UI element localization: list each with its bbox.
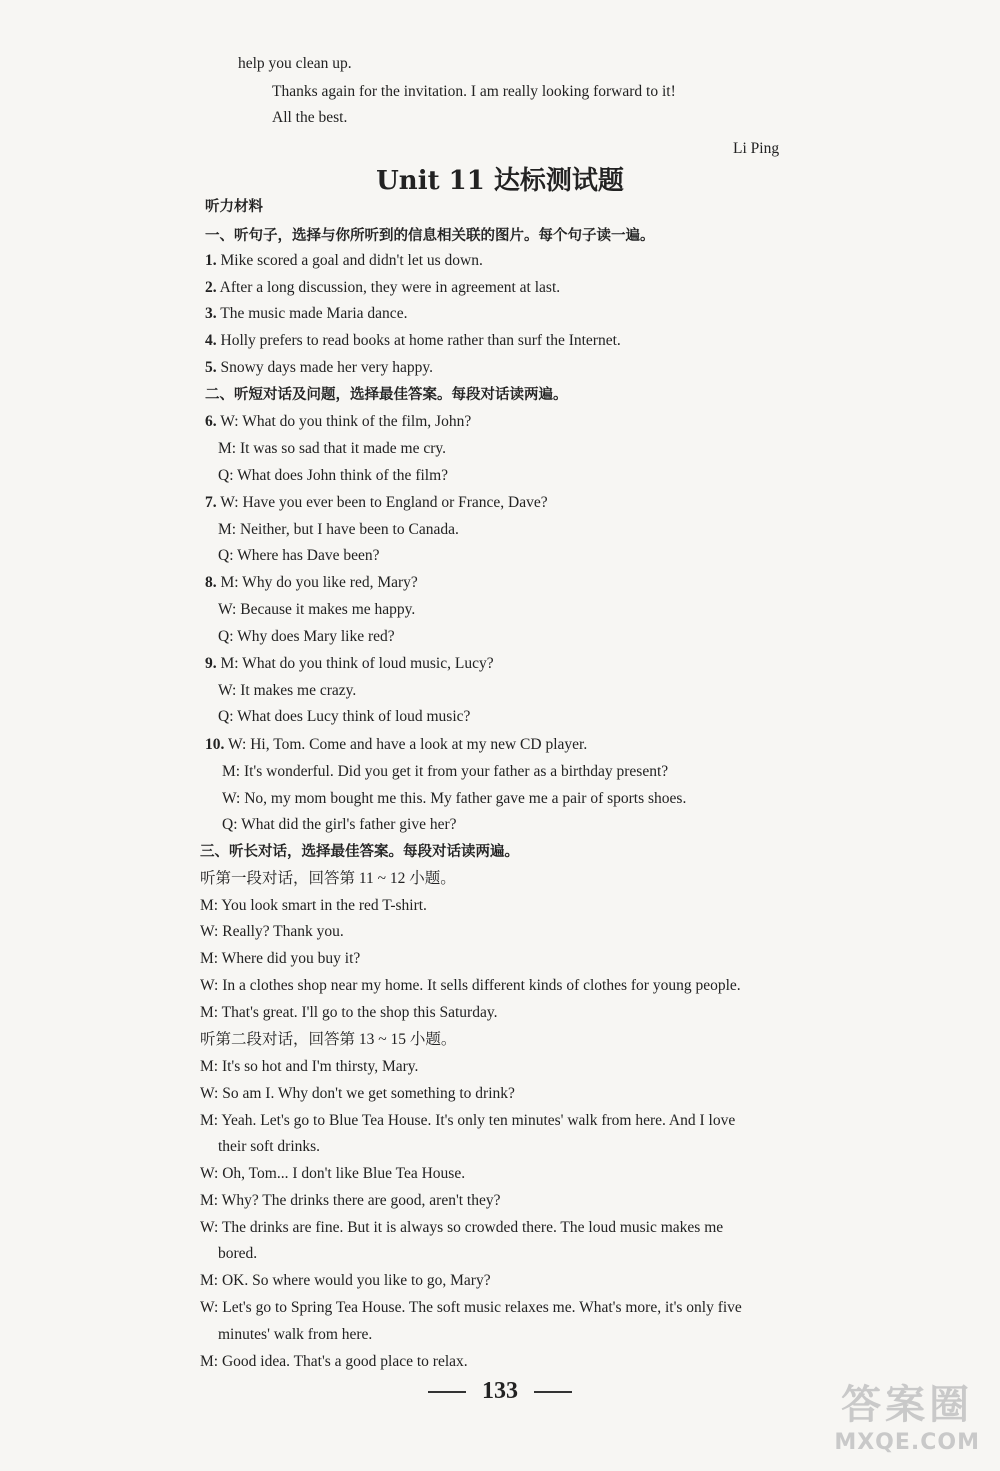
letter-line: Thanks again for the invitation. I am really looking forward to it! [272, 83, 676, 100]
part2-heading: 二、听短对话及问题，选择最佳答案。每段对话读两遍。 [205, 387, 568, 403]
dialog-line: M: That's great. I'll go to the shop this Saturday. [200, 1004, 498, 1021]
dialog-line: M: Good idea. That's a good place to relax. [200, 1353, 468, 1370]
dialog-line: W: Oh, Tom... I don't like Blue Tea House. [200, 1165, 466, 1182]
dialog-line: M: OK. So where would you like to go, Mary? [200, 1272, 491, 1289]
dialog-line: 7. W: Have you ever been to England or France, Dave? [205, 494, 548, 511]
dialog-line: M: It was so sad that it made me cry. [218, 440, 446, 457]
dialog-line: W: In a clothes shop near my home. It sells different kinds of clothes for young people. [200, 977, 741, 994]
watermark-logo [834, 1373, 980, 1455]
dialog-line: M: Neither, but I have been to Canada. [218, 521, 459, 538]
dialog-line: M: Why? The drinks there are good, aren't they? [200, 1192, 501, 1209]
dialog-line: M: Where did you buy it? [200, 950, 361, 967]
dialog-line: M: It's so hot and I'm thirsty, Mary. [200, 1058, 419, 1075]
dialog-line: bored. [218, 1245, 258, 1262]
watermark-text: 答案圈 [841, 1382, 974, 1428]
part1-heading: 一、听句子，选择与你所听到的信息相关联的图片。每个句子读一遍。 [205, 228, 655, 244]
letter-line: help you clean up. [238, 55, 352, 72]
dialog-line: W: Really? Thank you. [200, 923, 344, 940]
dialog-question: Q: What does Lucy think of loud music? [218, 708, 471, 725]
dialog-line: M: Yeah. Let's go to Blue Tea House. It's only ten minutes' walk from here. And I love [200, 1112, 736, 1129]
dialog-intro: 听第一段对话，回答第 11 ~ 12 小题。 [200, 870, 456, 887]
letter-signature: Li Ping [733, 140, 780, 157]
dialog-question: Q: Where has Dave been? [218, 547, 380, 564]
dialog-question: Q: Why does Mary like red? [218, 628, 395, 645]
dialog-line: 10. W: Hi, Tom. Come and have a look at my new CD player. [205, 736, 588, 753]
dialog-line: M: You look smart in the red T-shirt. [200, 897, 427, 914]
dialog-line: their soft drinks. [218, 1138, 321, 1155]
dialog-line: minutes' walk from here. [218, 1326, 373, 1343]
dialog-question: Q: What does John think of the film? [218, 467, 449, 484]
dialog-line: W: It makes me crazy. [218, 682, 357, 699]
dash-left [428, 1391, 466, 1393]
dialog-line: 9. M: What do you think of loud music, Lucy? [205, 655, 494, 672]
question-item: 3. The music made Maria dance. [205, 305, 408, 322]
dialog-line: 6. W: What do you think of the film, John? [205, 413, 472, 430]
dialog-line: M: It's wonderful. Did you get it from your father as a birthday present? [222, 763, 669, 780]
part3-heading: 三、听长对话，选择最佳答案。每段对话读两遍。 [200, 844, 519, 860]
letter-closing: All the best. [272, 109, 348, 126]
page-number: 133 [0, 1378, 1000, 1405]
dialog-question: Q: What did the girl's father give her? [222, 816, 457, 833]
page-title: Unit 11 达标测试题 [376, 166, 624, 196]
question-item: 4. Holly prefers to read books at home rather than surf the Internet. [205, 332, 621, 349]
dialog-line: W: Because it makes me happy. [218, 601, 416, 618]
question-item: 2. After a long discussion, they were in agreement at last. [205, 279, 561, 296]
dialog-line: 8. M: Why do you like red, Mary? [205, 574, 418, 591]
dialog-line: W: So am I. Why don't we get something to drink? [200, 1085, 515, 1102]
question-item: 5. Snowy days made her very happy. [205, 359, 433, 376]
dash-right [534, 1391, 572, 1393]
question-item: 1. Mike scored a goal and didn't let us down. [205, 252, 483, 269]
dialog-intro: 听第二段对话，回答第 13 ~ 15 小题。 [200, 1031, 457, 1048]
dialog-line: W: The drinks are fine. But it is always so crowded there. The loud music makes me [200, 1219, 724, 1236]
section-label: 听力材料 [205, 199, 263, 215]
dialog-line: W: No, my mom bought me this. My father gave me a pair of sports shoes. [222, 790, 687, 807]
dialog-line: W: Let's go to Spring Tea House. The soft music relaxes me. What's more, it's only five [200, 1299, 742, 1316]
watermark-url: MXQE.COM [834, 1430, 980, 1455]
